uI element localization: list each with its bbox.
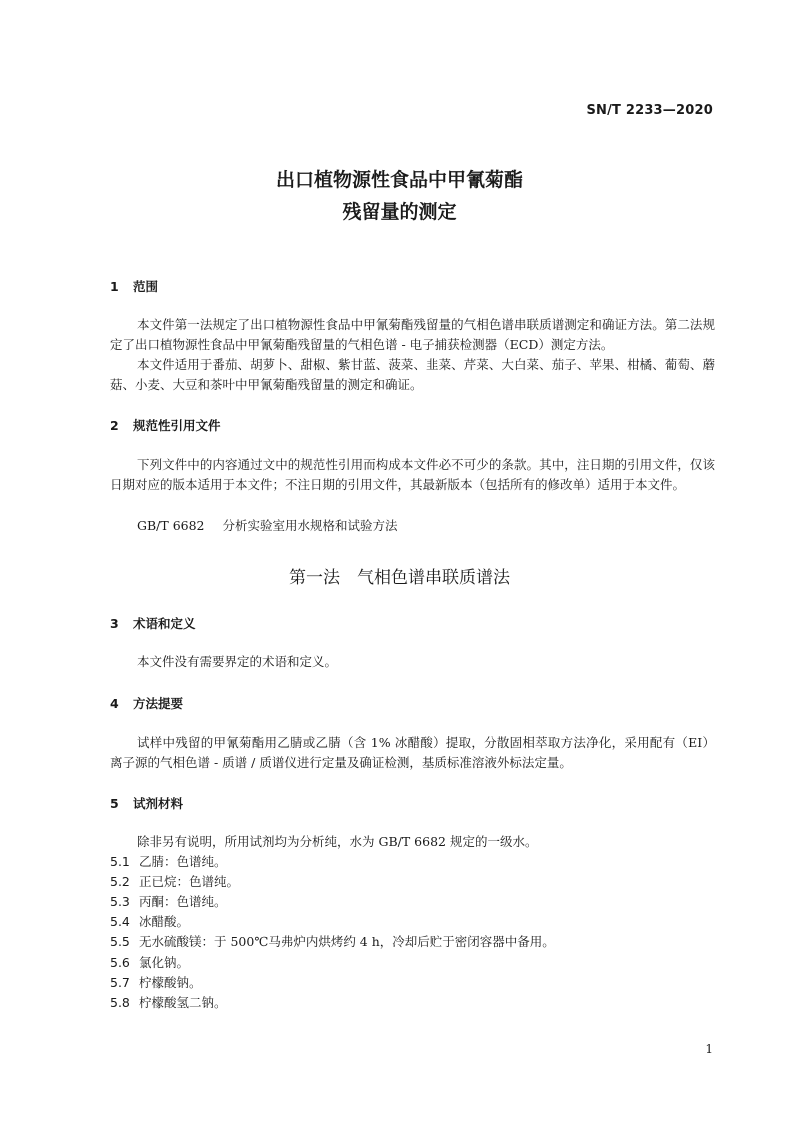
section-2-paragraph-1: 下列文件中的内容通过文中的规范性引用而构成本文件必不可少的条款。其中，注日期的引用文件，仅该日期对应的版本适用于本文件；不注日期的引用文件，其最新版本（包括所有的修改单）适用于本文件。 bbox=[110, 457, 715, 492]
reference-title: 分析实验室用水规格和试验方法 bbox=[222, 518, 398, 533]
list-item bbox=[110, 973, 202, 991]
section-2-number: 2 bbox=[110, 418, 119, 433]
item-text: 正已烷：色谱纯。 bbox=[139, 874, 240, 889]
section-5-heading bbox=[110, 794, 183, 812]
section-3-title: 术语和定义 bbox=[133, 616, 196, 631]
item-number: 5.6 bbox=[110, 955, 130, 970]
item-text: 柠檬酸氢二钠。 bbox=[139, 995, 227, 1010]
section-1-heading bbox=[110, 277, 158, 295]
page-number: 1 bbox=[705, 1042, 713, 1056]
item-text: 无水硫酸镁：于 500℃马弗炉内烘烤约 4 h，冷却后贮于密闭容器中备用。 bbox=[139, 934, 555, 949]
item-number: 5.4 bbox=[110, 914, 130, 929]
section-1-paragraph-1: 本文件第一法规定了出口植物源性食品中甲氰菊酯残留量的气相色谱串联质谱测定和确证方法。第二法规定了出口植物源性食品中甲氰菊酯残留量的气相色谱 - 电子捕获检测器（ECD）测定方法。 bbox=[110, 317, 715, 352]
section-2-title: 规范性引用文件 bbox=[133, 418, 221, 433]
section-3-number: 3 bbox=[110, 616, 119, 631]
item-text: 冰醋酸。 bbox=[139, 914, 190, 929]
section-4-heading bbox=[110, 694, 183, 712]
document-title-line2: 残留量的测定 bbox=[342, 201, 457, 223]
item-number: 5.5 bbox=[110, 934, 130, 949]
section-3-body bbox=[110, 652, 715, 672]
item-number: 5.2 bbox=[110, 874, 130, 889]
document-title-line1: 出口植物源性食品中甲氰菊酯 bbox=[275, 169, 523, 191]
normative-reference bbox=[137, 516, 398, 534]
section-4-body bbox=[110, 733, 715, 773]
item-text: 柠檬酸钠。 bbox=[139, 975, 202, 990]
item-number: 5.1 bbox=[110, 854, 130, 869]
section-1-body bbox=[110, 315, 715, 395]
section-5-title: 试剂材料 bbox=[133, 796, 184, 811]
section-4-title: 方法提要 bbox=[133, 696, 184, 711]
reference-code: GB/T 6682 bbox=[137, 518, 205, 533]
list-item bbox=[110, 912, 189, 930]
section-5-body bbox=[110, 832, 715, 852]
section-3-paragraph-1: 本文件没有需要界定的术语和定义。 bbox=[137, 654, 338, 669]
item-number: 5.7 bbox=[110, 975, 130, 990]
item-text: 丙酮：色谱纯。 bbox=[139, 894, 227, 909]
list-item bbox=[110, 932, 555, 950]
section-1-number: 1 bbox=[110, 279, 119, 294]
standard-code: SN/T 2233—2020 bbox=[586, 103, 713, 118]
section-4-number: 4 bbox=[110, 696, 119, 711]
item-number: 5.8 bbox=[110, 995, 130, 1010]
section-5-number: 5 bbox=[110, 796, 119, 811]
list-item bbox=[110, 993, 227, 1011]
item-text: 氯化钠。 bbox=[139, 955, 190, 970]
method-title: 第一法 气相色谱串联质谱法 bbox=[289, 568, 510, 588]
item-number: 5.3 bbox=[110, 894, 130, 909]
list-item bbox=[110, 872, 239, 890]
item-text: 乙腈：色谱纯。 bbox=[139, 854, 227, 869]
section-5-paragraph-1: 除非另有说明，所用试剂均为分析纯，水为 GB/T 6682 规定的一级水。 bbox=[137, 834, 538, 849]
list-item bbox=[110, 892, 227, 910]
section-3-heading bbox=[110, 614, 196, 632]
section-1-title: 范围 bbox=[133, 279, 159, 294]
list-item bbox=[110, 852, 227, 870]
section-4-paragraph-1: 试样中残留的甲氰菊酯用乙腈或乙腈（含 1% 冰醋酸）提取，分散固相萃取方法净化，采用配有（EI）离子源的气相色谱 - 质谱 / 质谱仪进行定量及确证检测，基质标准溶液外标法定量。 bbox=[110, 735, 715, 770]
list-item bbox=[110, 953, 189, 971]
section-2-body bbox=[110, 455, 715, 495]
section-1-paragraph-2: 本文件适用于番茄、胡萝卜、甜椒、紫甘蓝、菠菜、韭菜、芹菜、大白菜、茄子、苹果、柑橘、葡萄、蘑菇、小麦、大豆和茶叶中甲氰菊酯残留量的测定和确证。 bbox=[110, 357, 715, 392]
section-2-heading bbox=[110, 416, 221, 434]
